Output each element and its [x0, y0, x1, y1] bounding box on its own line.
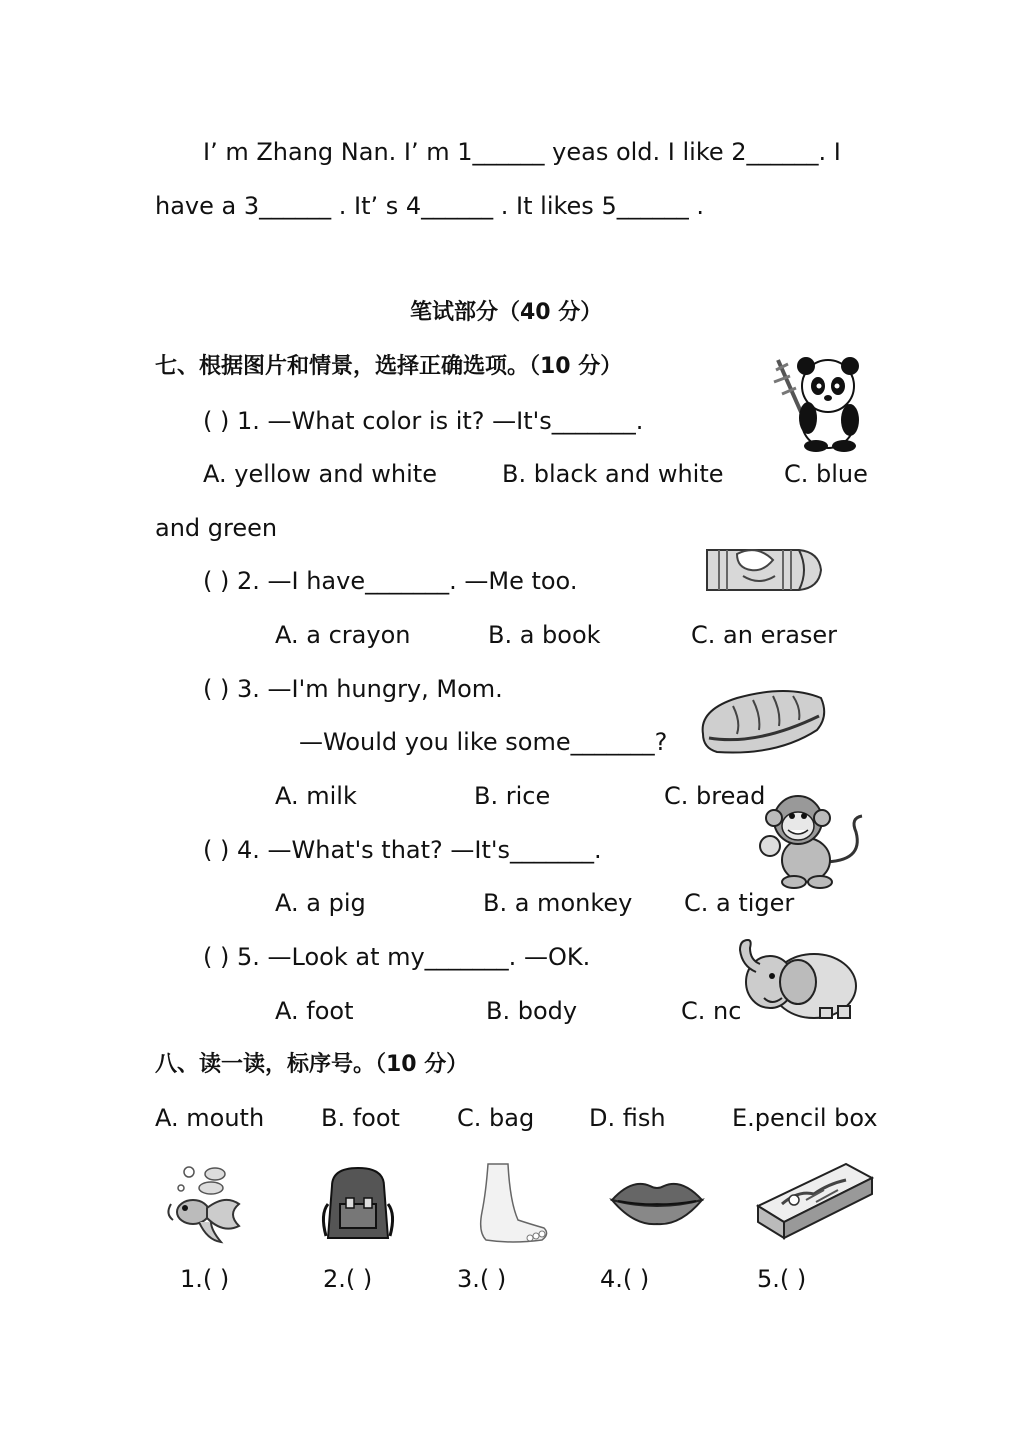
elephant-icon — [734, 936, 858, 1020]
q3-stem-2: —Would you like some_______? — [299, 728, 668, 756]
part8-blank-4: 4.( ) — [600, 1265, 650, 1293]
q1-option-c-cont: and green — [155, 514, 278, 542]
q2-option-c: C. an eraser — [691, 621, 838, 649]
q2-stem: ( ) 2. —I have_______. —Me too. — [203, 567, 578, 595]
part8-option-a: A. mouth — [155, 1104, 265, 1132]
part8-blank-2: 2.( ) — [323, 1265, 373, 1293]
passage-line-2: have a 3______ . It’ s 4______ . It likes 5______ . — [155, 192, 704, 220]
part8-heading: 八、读一读，标序号。（10 分） — [155, 1052, 469, 1077]
q3-option-c: C. bread — [664, 782, 766, 810]
foot-icon — [472, 1162, 552, 1246]
fish-icon — [163, 1164, 247, 1248]
q4-stem: ( ) 4. —What's that? —It's_______. — [203, 836, 602, 864]
q4-option-b: B. a monkey — [483, 889, 633, 917]
q3-stem: ( ) 3. —I'm hungry, Mom. — [203, 675, 503, 703]
part8-option-d: D. fish — [589, 1104, 666, 1132]
part8-blank-1: 1.( ) — [180, 1265, 230, 1293]
q3-option-b: B. rice — [474, 782, 551, 810]
part8-option-e: E.pencil box — [732, 1104, 878, 1132]
q3-option-a: A. milk — [275, 782, 357, 810]
q5-stem: ( ) 5. —Look at my_______. —OK. — [203, 943, 591, 971]
q4-option-c: C. a tiger — [684, 889, 795, 917]
bread-icon — [697, 686, 829, 758]
q1-stem: ( ) 1. —What color is it? —It's_______. — [203, 407, 644, 435]
q5-option-a: A. foot — [275, 997, 354, 1025]
part8-option-c: C. bag — [457, 1104, 535, 1132]
q2-option-b: B. a book — [488, 621, 601, 649]
monkey-icon — [752, 788, 868, 890]
section-title: 笔试部分（40 分） — [410, 300, 603, 325]
q5-option-c: C. nc — [681, 997, 742, 1025]
q5-option-b: B. body — [486, 997, 578, 1025]
q2-option-a: A. a crayon — [275, 621, 411, 649]
q1-option-a: A. yellow and white — [203, 460, 437, 488]
passage-line-1: I’ m Zhang Nan. I’ m 1______ yeas old. I like 2______. I — [203, 138, 841, 166]
part8-option-b: B. foot — [321, 1104, 400, 1132]
part8-blank-3: 3.( ) — [457, 1265, 507, 1293]
bag-icon — [318, 1164, 398, 1244]
crayon-icon — [703, 546, 823, 594]
q1-option-c: C. blue — [784, 460, 868, 488]
panda-icon — [768, 350, 868, 452]
pencil-box-icon — [754, 1160, 876, 1244]
q1-option-b: B. black and white — [502, 460, 724, 488]
q4-option-a: A. a pig — [275, 889, 366, 917]
part8-blank-5: 5.( ) — [757, 1265, 807, 1293]
lips-icon — [610, 1176, 704, 1228]
part7-heading: 七、根据图片和情景，选择正确选项。（10 分） — [155, 354, 623, 379]
